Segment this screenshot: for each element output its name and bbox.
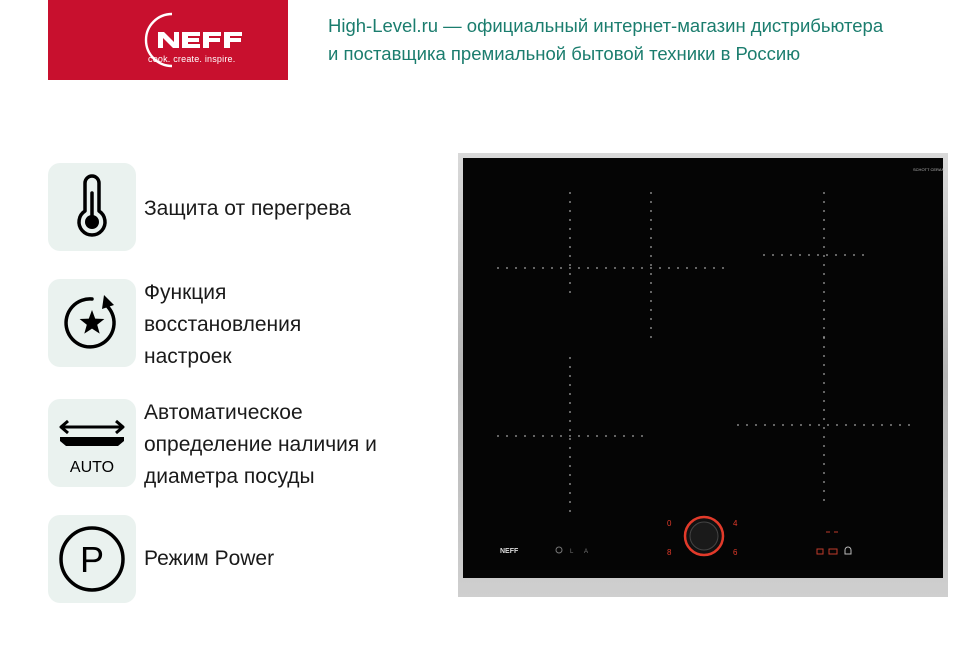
zone-dot — [524, 267, 526, 269]
zone-dot — [650, 309, 652, 311]
zone-dot — [569, 393, 571, 395]
zone-dot — [569, 273, 571, 275]
power-icon-letter: P — [79, 539, 105, 580]
zone-dot — [605, 435, 607, 437]
zone-dot — [578, 435, 580, 437]
zone-dot — [560, 267, 562, 269]
auto-icon-text: AUTO — [69, 459, 115, 476]
neff-logo-mark — [48, 0, 288, 80]
zone-dot — [845, 424, 847, 426]
feature-icon-tile — [48, 163, 136, 251]
zone-dot — [650, 255, 652, 257]
zone-dot — [772, 254, 774, 256]
feature-label — [144, 543, 274, 575]
zone-dot — [836, 424, 838, 426]
zone-dot — [569, 357, 571, 359]
zone-dot — [823, 436, 825, 438]
zone-dot — [569, 501, 571, 503]
zone-dot — [569, 510, 571, 512]
zone-dot — [823, 327, 825, 329]
zone-dot — [737, 424, 739, 426]
zone-dot — [899, 424, 901, 426]
zone-dot — [650, 228, 652, 230]
zone-dot — [823, 400, 825, 402]
zone-dot — [823, 264, 825, 266]
feature-label — [144, 277, 301, 373]
zone-dot — [650, 237, 652, 239]
zone-dot — [569, 201, 571, 203]
zone-dot — [569, 420, 571, 422]
feature-icon-tile — [48, 515, 136, 603]
header-line-2: и поставщика премиальной бытовой техники в Россию — [328, 43, 801, 64]
zone-dot — [569, 237, 571, 239]
zone-dot — [823, 219, 825, 221]
twist-pad-center — [690, 522, 718, 550]
zone-dot — [808, 254, 810, 256]
zone-dot — [823, 309, 825, 311]
zone-dot — [569, 456, 571, 458]
zone-dot — [695, 267, 697, 269]
zone-dot — [641, 435, 643, 437]
zone-dot — [823, 210, 825, 212]
feature-label-line: Автоматическое — [144, 401, 303, 424]
zone-dot — [641, 267, 643, 269]
feature-label — [144, 193, 351, 225]
feature-icon-tile — [48, 399, 136, 487]
zone-dot — [826, 254, 828, 256]
power-mode-icon — [48, 515, 136, 603]
hob-brand-mark: NEFF — [500, 548, 519, 555]
zone-dot — [799, 254, 801, 256]
zone-dot — [650, 219, 652, 221]
zone-dot — [542, 267, 544, 269]
control-digit: 8 — [667, 548, 672, 557]
zone-dot — [569, 246, 571, 248]
zone-dot — [569, 438, 571, 440]
zone-dot — [506, 435, 508, 437]
brand-tagline: cook. create. inspire. — [148, 54, 236, 64]
zone-dot — [650, 192, 652, 194]
zone-dot — [746, 424, 748, 426]
zone-dot — [755, 424, 757, 426]
zone-dot — [764, 424, 766, 426]
zone-dot — [823, 237, 825, 239]
zone-dot — [515, 267, 517, 269]
zone-dot — [835, 254, 837, 256]
zone-dot — [650, 210, 652, 212]
zone-dot — [650, 318, 652, 320]
zone-dot — [497, 435, 499, 437]
zone-dot — [542, 435, 544, 437]
zone-dot — [650, 282, 652, 284]
zone-dot — [551, 267, 553, 269]
zone-dot — [844, 254, 846, 256]
zone-dot — [650, 273, 652, 275]
zone-dot — [515, 435, 517, 437]
induction-hob-image — [458, 153, 948, 597]
zone-dot — [569, 492, 571, 494]
zone-dot — [823, 409, 825, 411]
control-symbol: A — [584, 549, 589, 555]
zone-dot — [551, 435, 553, 437]
zone-dot — [614, 435, 616, 437]
zone-dot — [823, 255, 825, 257]
feature-label-line: восстановления — [144, 313, 302, 336]
zone-dot — [823, 499, 825, 501]
zone-dot — [823, 445, 825, 447]
zone-dot — [569, 384, 571, 386]
zone-dot — [908, 424, 910, 426]
zone-dot — [533, 435, 535, 437]
zone-dot — [569, 228, 571, 230]
zone-dot — [587, 435, 589, 437]
zone-dot — [506, 267, 508, 269]
zone-dot — [650, 327, 652, 329]
glass-maker-mark: SCHOTT CERAN — [913, 167, 945, 172]
zone-dot — [623, 267, 625, 269]
control-digit: 6 — [733, 548, 738, 557]
zone-dot — [823, 373, 825, 375]
zone-dot — [722, 267, 724, 269]
zone-dot — [686, 267, 688, 269]
zone-dot — [823, 454, 825, 456]
zone-dot — [854, 424, 856, 426]
zone-dot — [827, 424, 829, 426]
hob-illustration — [458, 153, 948, 597]
zone-dot — [817, 254, 819, 256]
zone-dot — [650, 264, 652, 266]
zone-dot — [569, 402, 571, 404]
zone-dot — [596, 267, 598, 269]
zone-dot — [569, 291, 571, 293]
zone-dot — [763, 254, 765, 256]
zone-dot — [809, 424, 811, 426]
zone-dot — [569, 465, 571, 467]
feature-label-line: Функция — [144, 281, 227, 304]
zone-dot — [823, 481, 825, 483]
zone-dot — [632, 267, 634, 269]
zone-dot — [524, 435, 526, 437]
zone-dot — [791, 424, 793, 426]
zone-dot — [650, 267, 652, 269]
control-digit: 0 — [667, 519, 672, 528]
feature-icon-tile — [48, 279, 136, 367]
zone-dot — [781, 254, 783, 256]
feature-label — [144, 397, 377, 493]
zone-dot — [668, 267, 670, 269]
auto-pan-detect-icon — [48, 399, 136, 487]
zone-dot — [497, 267, 499, 269]
zone-dot — [659, 267, 661, 269]
zone-dot — [823, 318, 825, 320]
zone-dot — [823, 472, 825, 474]
zone-dot — [823, 337, 825, 339]
header-line-1: High-Level.ru — официальный интернет-магазин дистрибьютера — [328, 15, 884, 36]
zone-dot — [569, 282, 571, 284]
zone-dot — [569, 483, 571, 485]
zone-dot — [569, 474, 571, 476]
control-digit: 4 — [733, 519, 738, 528]
zone-dot — [569, 375, 571, 377]
zone-dot — [823, 291, 825, 293]
zone-dot — [881, 424, 883, 426]
zone-dot — [818, 424, 820, 426]
feature-label-line: Режим Power — [144, 547, 275, 570]
zone-dot — [632, 435, 634, 437]
zone-dot — [569, 435, 571, 437]
zone-dot — [823, 355, 825, 357]
feature-label-line: определение наличия и — [144, 433, 377, 456]
zone-dot — [823, 364, 825, 366]
zone-dot — [863, 424, 865, 426]
zone-dot — [569, 219, 571, 221]
zone-dot — [823, 391, 825, 393]
zone-dot — [569, 411, 571, 413]
zone-dot — [569, 210, 571, 212]
zone-dot — [569, 255, 571, 257]
zone-dot — [782, 424, 784, 426]
control-symbol: L — [570, 549, 574, 555]
header-description — [328, 12, 948, 68]
zone-dot — [569, 429, 571, 431]
zone-dot — [823, 418, 825, 420]
zone-dot — [823, 282, 825, 284]
zone-dot — [823, 228, 825, 230]
zone-dot — [713, 267, 715, 269]
zone-dot — [650, 246, 652, 248]
zone-dot — [773, 424, 775, 426]
zone-dot — [569, 447, 571, 449]
hob-glass — [463, 158, 943, 578]
zone-dot — [823, 201, 825, 203]
zone-dot — [578, 267, 580, 269]
zone-dot — [614, 267, 616, 269]
zone-dot — [704, 267, 706, 269]
zone-dot — [650, 291, 652, 293]
zone-dot — [823, 273, 825, 275]
zone-dot — [862, 254, 864, 256]
zone-dot — [596, 435, 598, 437]
zone-dot — [853, 254, 855, 256]
zone-dot — [823, 246, 825, 248]
zone-dot — [823, 300, 825, 302]
feature-label-line: Защита от перегрева — [144, 197, 351, 220]
zone-dot — [569, 264, 571, 266]
zone-dot — [790, 254, 792, 256]
zone-dot — [605, 267, 607, 269]
zone-dot — [623, 435, 625, 437]
neff-logo — [48, 0, 288, 80]
zone-dot — [533, 267, 535, 269]
zone-dot — [823, 490, 825, 492]
zone-dot — [823, 382, 825, 384]
zone-dot — [650, 201, 652, 203]
zone-dot — [587, 267, 589, 269]
zone-dot — [800, 424, 802, 426]
zone-dot — [569, 267, 571, 269]
zone-dot — [823, 427, 825, 429]
zone-dot — [650, 300, 652, 302]
zone-dot — [823, 463, 825, 465]
zone-dot — [823, 346, 825, 348]
zone-dot — [872, 424, 874, 426]
zone-dot — [677, 267, 679, 269]
zone-dot — [569, 192, 571, 194]
zone-dot — [560, 435, 562, 437]
feature-label-line: настроек — [144, 345, 232, 368]
zone-dot — [823, 192, 825, 194]
zone-dot — [890, 424, 892, 426]
restore-settings-icon — [48, 279, 136, 367]
zone-dot — [650, 336, 652, 338]
thermometer-icon — [48, 163, 136, 251]
zone-dot — [569, 366, 571, 368]
feature-label-line: диаметра посуды — [144, 465, 315, 488]
